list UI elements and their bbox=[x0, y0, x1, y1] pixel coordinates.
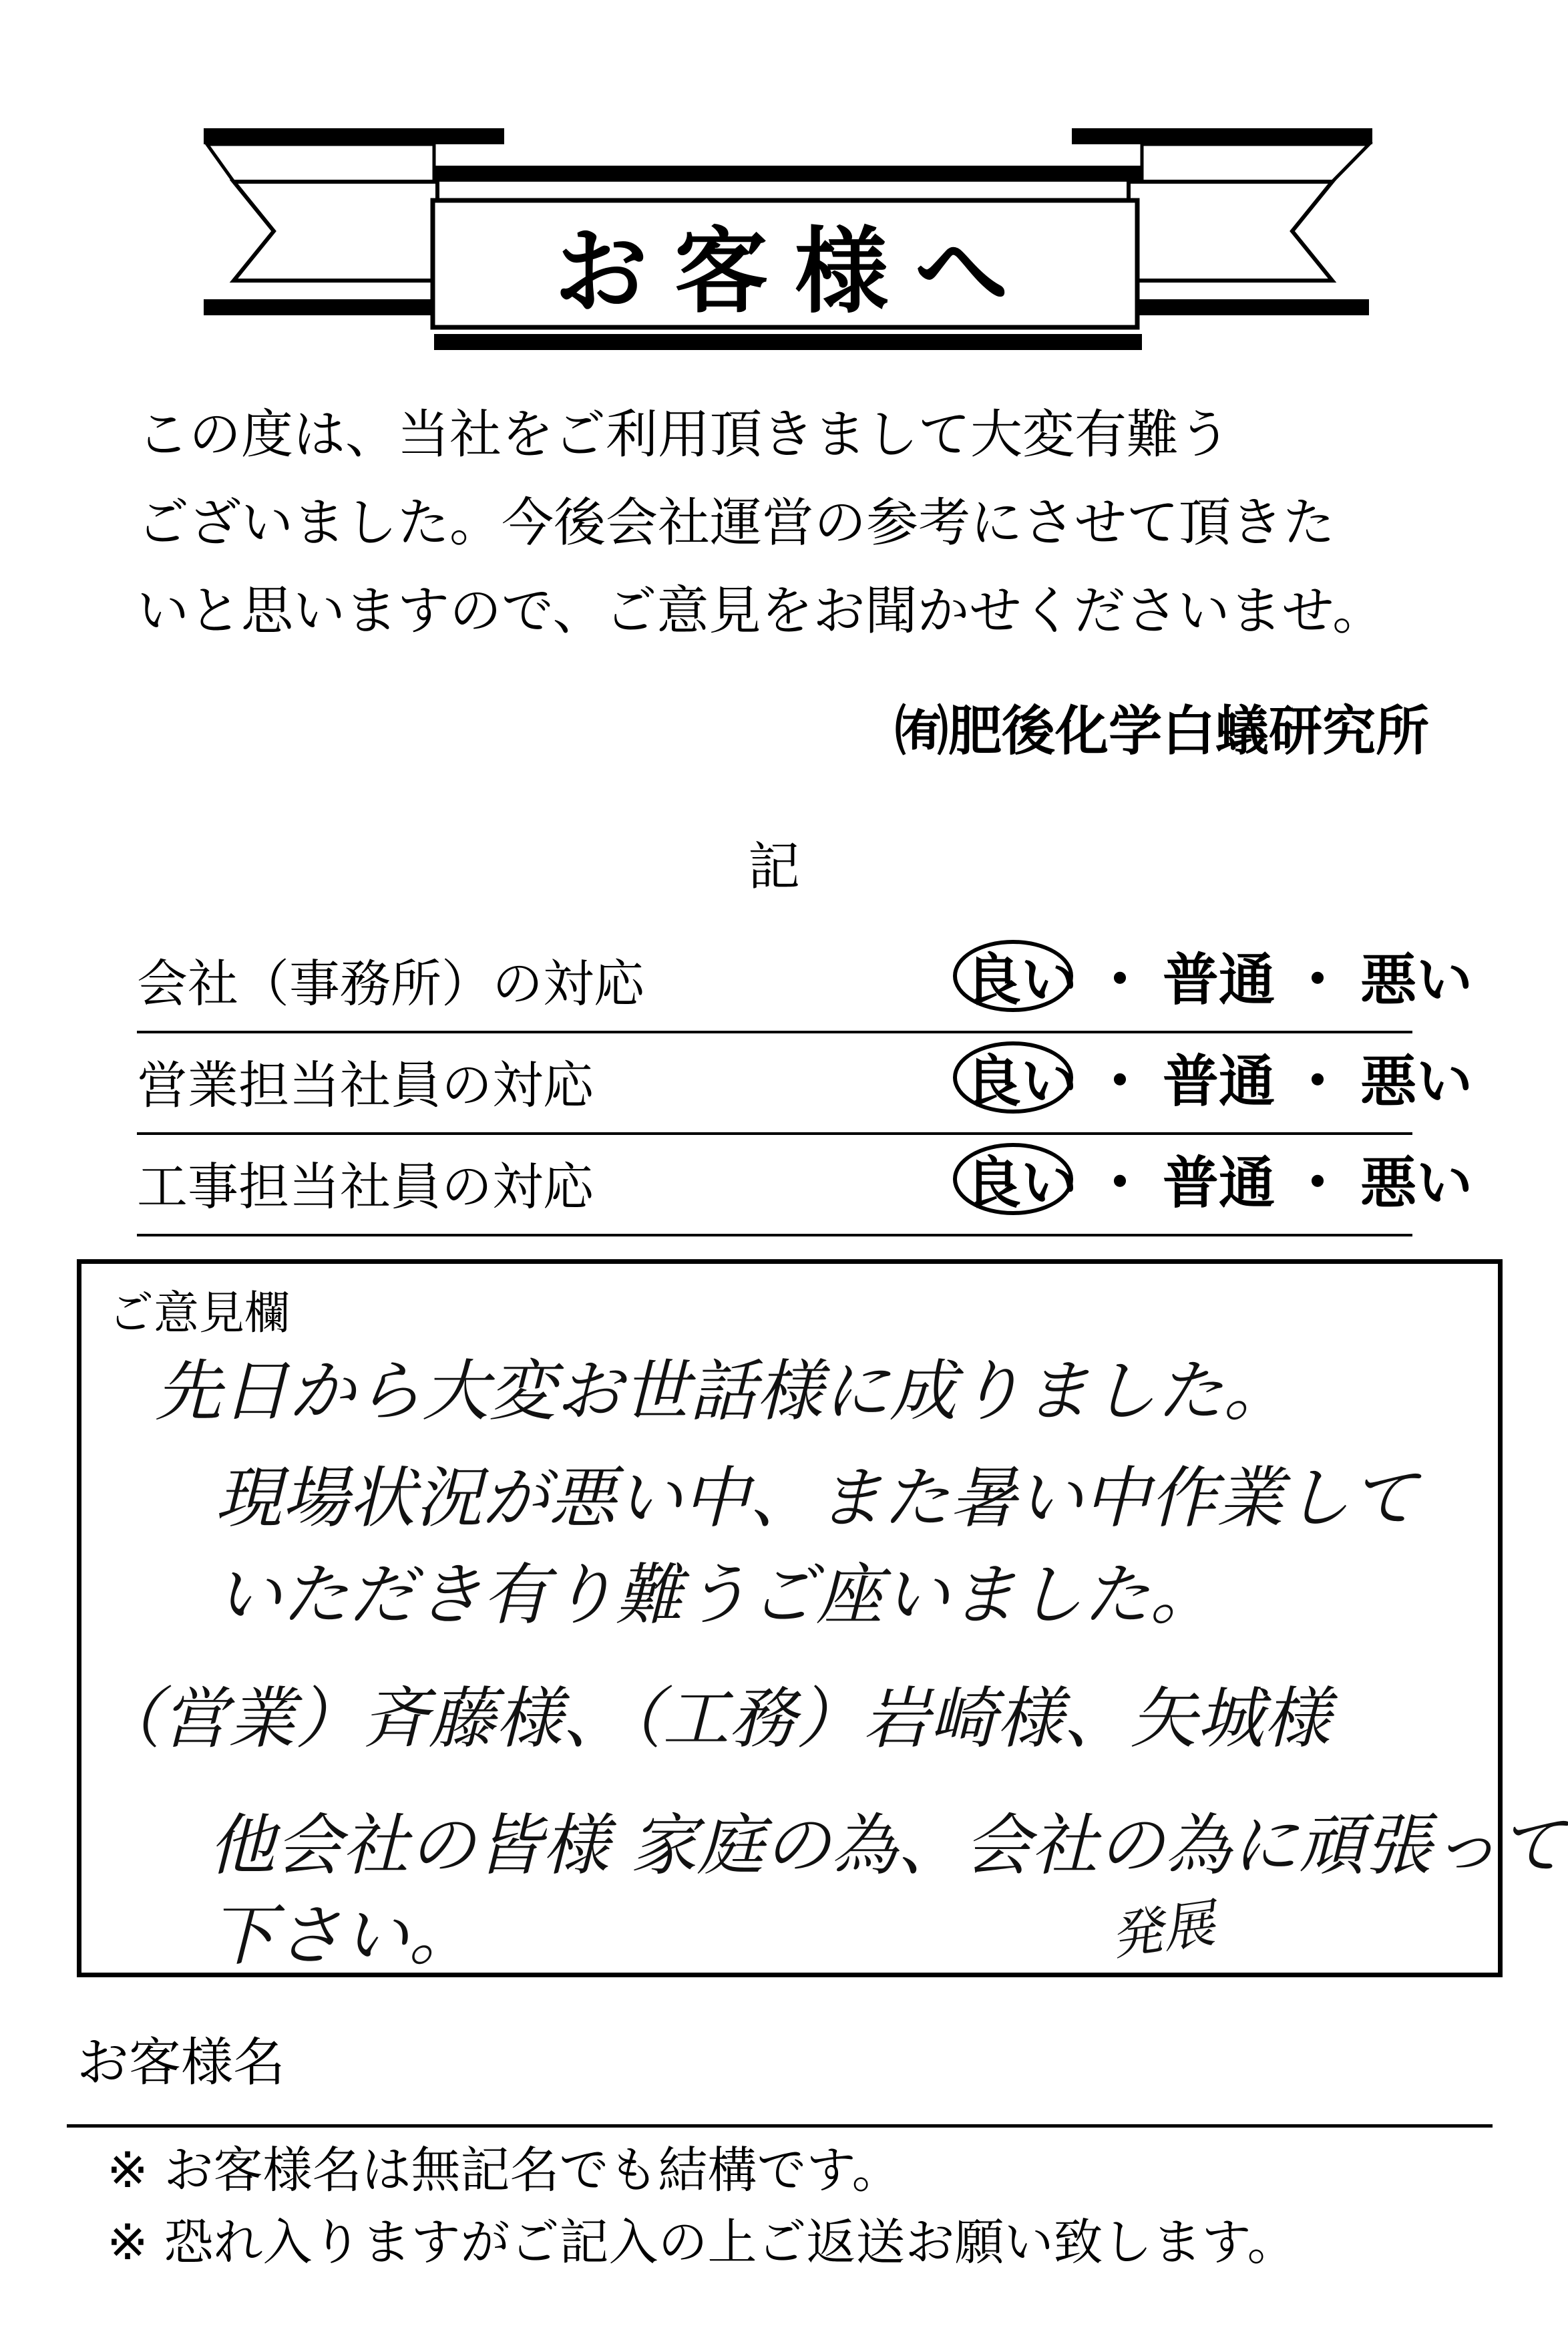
footer-notes bbox=[107, 2134, 1297, 2279]
rating-label: 営業担当社員の対応 bbox=[137, 1055, 594, 1115]
rating-options: 良い ・ 普通 ・ 悪い bbox=[965, 935, 1473, 1016]
note-line: ※ 恐れ入りますがご記入の上ご返送お願い致します。 bbox=[107, 2214, 1297, 2271]
selected-circle-mark bbox=[953, 1041, 1073, 1114]
rating-options: 良い ・ 普通 ・ 悪い bbox=[965, 1037, 1473, 1118]
option-average[interactable]: 普通 bbox=[1163, 1150, 1276, 1216]
option-good[interactable]: 良い bbox=[965, 1150, 1077, 1216]
option-good[interactable]: 良い bbox=[965, 1048, 1077, 1114]
rating-label: 工事担当社員の対応 bbox=[137, 1157, 594, 1216]
ki-heading: 記 bbox=[748, 837, 801, 897]
handwritten-line: 現場状況が悪い中、また暑い中作業して bbox=[215, 1459, 1417, 1537]
option-bad[interactable]: 悪い bbox=[1360, 1150, 1473, 1216]
intro-text bbox=[137, 391, 1459, 655]
intro-line: この度は、当社をご利用頂きまして大変有難う bbox=[137, 405, 1231, 465]
customer-name-label: お客様名 bbox=[77, 2033, 286, 2093]
rating-row-construction bbox=[137, 1135, 1473, 1236]
rating-label: 会社（事務所）の対応 bbox=[137, 954, 644, 1013]
rating-row-office bbox=[137, 932, 1473, 1033]
option-good[interactable]: 良い bbox=[965, 947, 1077, 1013]
handwritten-line: 先日から大変お世話様に成りました。 bbox=[155, 1352, 1290, 1430]
rating-options: 良い ・ 普通 ・ 悪い bbox=[965, 1138, 1473, 1219]
option-bad[interactable]: 悪い bbox=[1360, 947, 1473, 1013]
rating-table bbox=[137, 932, 1473, 1236]
option-average[interactable]: 普通 bbox=[1163, 1048, 1276, 1114]
intro-line: いと思いますので、ご意見をお聞かせくださいませ。 bbox=[137, 581, 1385, 641]
handwritten-line: いただき有り難うご座いました。 bbox=[215, 1556, 1217, 1634]
rating-row-sales bbox=[137, 1033, 1473, 1135]
selected-circle-mark bbox=[953, 1143, 1073, 1215]
note-line: ※ お客様名は無記名でも結構です。 bbox=[107, 2142, 902, 2199]
comment-box[interactable] bbox=[77, 1259, 1565, 1977]
handwritten-signature: 発展 bbox=[1107, 1893, 1219, 1968]
banner-title: お客様へ bbox=[554, 216, 1035, 327]
comment-label: ご意見欄 bbox=[108, 1287, 290, 1340]
handwritten-line: 下さい。 bbox=[208, 1896, 475, 1975]
option-bad[interactable]: 悪い bbox=[1360, 1048, 1473, 1114]
customer-name-field[interactable] bbox=[67, 2124, 1493, 2128]
selected-circle-mark bbox=[953, 940, 1073, 1012]
handwritten-line: 他会社の皆様 家庭の為、会社の為に頑張って bbox=[208, 1806, 1565, 1884]
handwritten-line: （営業）斉藤様、（工務）岩崎様、矢城様 bbox=[95, 1679, 1330, 1758]
intro-line: ございました。今後会社運営の参考にさせて頂きた bbox=[137, 493, 1336, 553]
company-name: ㈲肥後化学白蟻研究所 bbox=[895, 700, 1429, 762]
option-average[interactable]: 普通 bbox=[1163, 947, 1276, 1013]
